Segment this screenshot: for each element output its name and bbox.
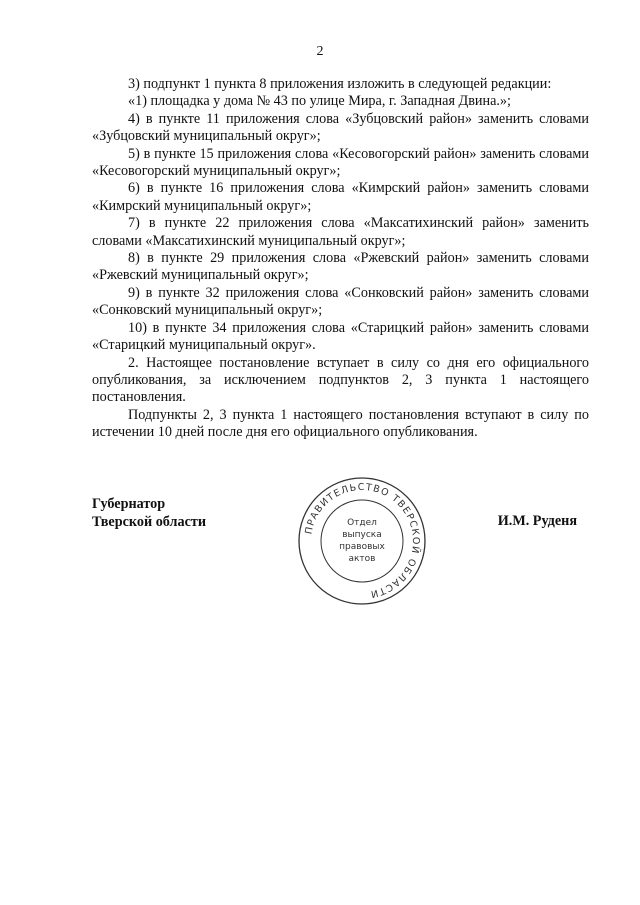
signatory-position	[92, 495, 206, 531]
signature-block	[92, 481, 589, 615]
paragraph-subpoint-10: 10) в пункте 34 приложения слова «Старицкий район» заменить словами «Старицкий муниципальный округ».	[92, 319, 589, 354]
stamp-line-3: правовых	[339, 542, 385, 552]
paragraph-quote-1: «1) площадка у дома № 43 по улице Мира, г. Западная Двина.»;	[128, 93, 511, 110]
official-stamp	[296, 475, 428, 607]
stamp-line-2: выпуска	[342, 530, 382, 540]
paragraph-subpoint-4: 4) в пункте 11 приложения слова «Зубцовский район» заменить словами «Зубцовский муниципальный округ»;	[92, 110, 589, 145]
position-line-1: Губернатор	[92, 496, 166, 512]
paragraph-final: Подпункты 2, 3 пункта 1 настоящего постановления вступают в силу по истечении 10 дней после дня его официального опубликования.	[92, 406, 589, 441]
paragraph-point-2: 2. Настоящее постановление вступает в силу со дня его официального опубликования, за исключением подпунктов 2, 3 пункта 1 настоящего постановления.	[92, 354, 589, 406]
signatory-name: И.М. Руденя	[497, 513, 577, 529]
page-number: 2	[316, 44, 324, 59]
stamp-ring-text: ПРАВИТЕЛЬСТВО ТВЕРСКОЙ ОБЛАСТИ	[303, 481, 422, 600]
document-body	[92, 76, 589, 442]
paragraph-subpoint-8: 8) в пункте 29 приложения слова «Ржевский район» заменить словами «Ржевский муниципальный округ»;	[92, 250, 589, 284]
stamp-line-1: Отдел	[347, 518, 377, 528]
position-line-2: Тверской области	[92, 514, 207, 530]
paragraph-subpoint-5: 5) в пункте 15 приложения слова «Кесовогорский район» заменить словами «Кесовогорский муниципальный округ»;	[92, 145, 589, 180]
paragraph-subpoint-3: 3) подпункт 1 пункта 8 приложения изложить в следующей редакции:	[128, 76, 552, 92]
stamp-line-4: актов	[348, 554, 376, 564]
paragraph-subpoint-7: 7) в пункте 22 приложения слова «Максатихинский район» заменить словами «Максатихинский муниципальный округ»;	[92, 215, 589, 249]
paragraph-subpoint-6: 6) в пункте 16 приложения слова «Кимрский район» заменить словами «Кимрский муниципальный округ»;	[92, 180, 589, 214]
paragraph-subpoint-9: 9) в пункте 32 приложения слова «Сонковский район» заменить словами «Сонковский муниципальный округ»;	[92, 284, 589, 319]
